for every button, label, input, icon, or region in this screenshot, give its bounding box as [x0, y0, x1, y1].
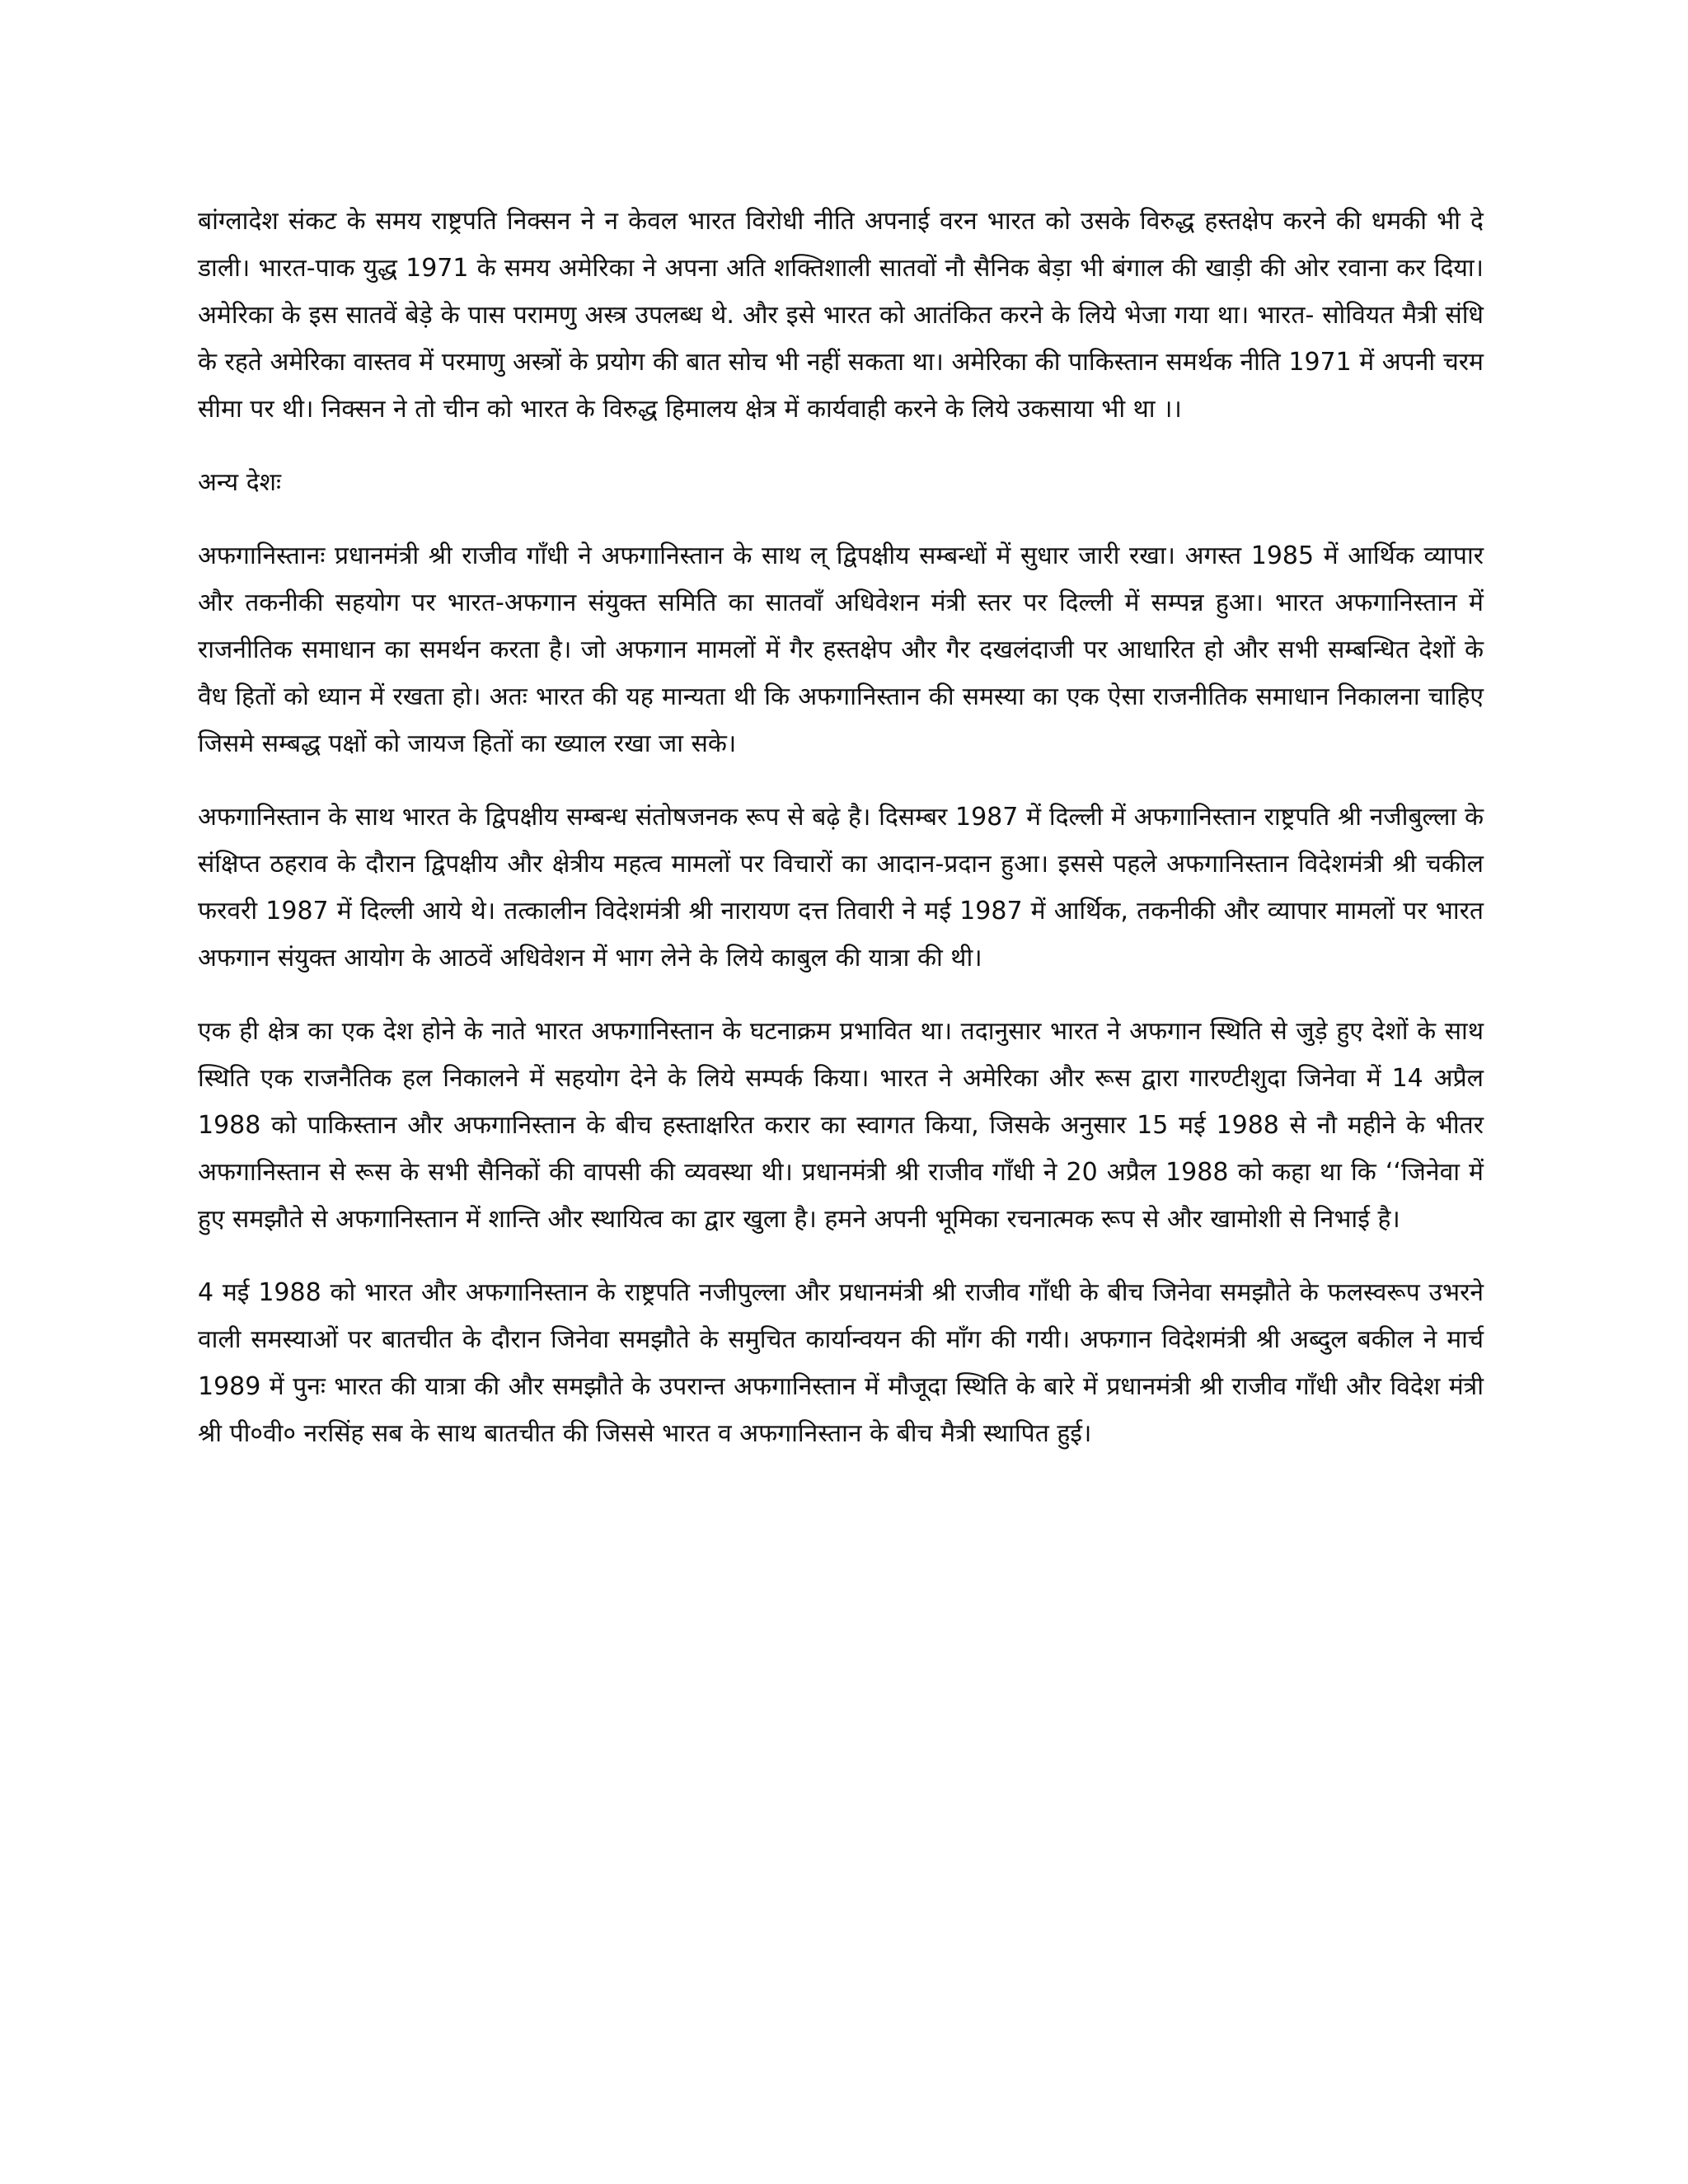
paragraph-afghanistan-relations: अफगानिस्तानः प्रधानमंत्री श्री राजीव गाँधी ने अफगानिस्तान के साथ ल् द्विपक्षीय सम्बन्धों में सुधार जारी रखा। अगस्त 1985 में आर्थिक व्यापार और तकनीकी सहयोग पर भारत-अफगान संयुक्त समिति का सातवाँ अधिवेशन मंत्री स्तर पर दिल्ली में सम्पन्न हुआ। भारत अफगानिस्तान में राजनीतिक समाधान का समर्थन करता है। जो अफगान मामलों में गैर हस्तक्षेप और गैर दखलंदाजी पर आधारित हो और सभी सम्बन्धित देशों के वैध हितों को ध्यान में रखता हो। अतः भारत की यह मान्यता थी कि अफगानिस्तान की समस्या का एक ऐसा राजनीतिक समाधान निकालना चाहिए जिसमे सम्बद्ध पक्षों को जायज हितों का ख्याल रखा जा सके। — [198, 541, 1484, 758]
paragraph-geneva-accord: एक ही क्षेत्र का एक देश होने के नाते भारत अफगानिस्तान के घटनाक्रम प्रभावित था। तदानुसार भारत ने अफगान स्थिति से जुड़े हुए देशों के साथ स्थिति एक राजनैतिक हल निकालने में सहयोग देने के लिये सम्पर्क किया। भारत ने अमेरिका और रूस द्वारा गारण्टीशुदा जिनेवा में 14 अप्रैल 1988 को पाकिस्तान और अफगानिस्तान के बीच हस्ताक्षरित करार का स्वागत किया, जिसके अनुसार 15 मई 1988 से नौ महीने के भीतर अफगानिस्तान से रूस के सभी सैनिकों की वापसी की व्यवस्था थी। प्रधानमंत्री श्री राजीव गाँधी ने 20 अप्रैल 1988 को कहा था कि ‘‘जिनेवा में हुए समझौते से अफगानिस्तान में शान्ति और स्थायित्व का द्वार खुला है। हमने अपनी भूमिका रचनात्मक रूप से और खामोशी से निभाई है। — [198, 1017, 1484, 1234]
section-heading-other-countries: अन्य देशः — [198, 468, 282, 497]
document-body — [198, 198, 1484, 1483]
paragraph-bilateral-relations: अफगानिस्तान के साथ भारत के द्विपक्षीय सम्बन्ध संतोषजनक रूप से बढ़े है। दिसम्बर 1987 में दिल्ली में अफगानिस्तान राष्ट्रपति श्री नजीबुल्ला के संक्षिप्त ठहराव के दौरान द्विपक्षीय और क्षेत्रीय महत्व मामलों पर विचारों का आदान-प्रदान हुआ। इससे पहले अफगानिस्तान विदेशमंत्री श्री चकील फरवरी 1987 में दिल्ली आये थे। तत्कालीन विदेशमंत्री श्री नारायण दत्त तिवारी ने मई 1987 में आर्थिक, तकनीकी और व्यापार मामलों पर भारत अफगान संयुक्त आयोग के आठवें अधिवेशन में भाग लेने के लिये काबुल की यात्रा की थी। — [198, 803, 1484, 972]
paragraph-nixon-bangladesh: बांग्लादेश संकट के समय राष्ट्रपति निक्सन ने न केवल भारत विरोधी नीति अपनाई वरन भारत को उसके विरुद्ध हस्तक्षेप करने की धमकी भी दे डाली। भारत-पाक युद्ध 1971 के समय अमेरिका ने अपना अति शक्तिशाली सातवों नौ सैनिक बेड़ा भी बंगाल की खाड़ी की ओर रवाना कर दिया। अमेरिका के इस सातवें बेड़े के पास परामणु अस्त्र उपलब्ध थे. और इसे भारत को आतंकित करने के लिये भेजा गया था। भारत- सोवियत मैत्री संधि के रहते अमेरिका वास्तव में परमाणु अस्त्रों के प्रयोग की बात सोच भी नहीं सकता था। अमेरिका की पाकिस्तान समर्थक नीति 1971 में अपनी चरम सीमा पर थी। निक्सन ने तो चीन को भारत के विरुद्ध हिमालय क्षेत्र में कार्यवाही करने के लिये उकसाया भी था ।। — [198, 207, 1484, 424]
paragraph-may-1988-talks: 4 मई 1988 को भारत और अफगानिस्तान के राष्ट्रपति नजीपुल्ला और प्रधानमंत्री श्री राजीव गाँधी के बीच जिनेवा समझौते के फलस्वरूप उभरने वाली समस्याओं पर बातचीत के दौरान जिनेवा समझौते के समुचित कार्यान्वयन की माँग की गयी। अफगान विदेशमंत्री श्री अब्दुल बकील ने मार्च 1989 में पुनः भारत की यात्रा की और समझौते के उपरान्त अफगानिस्तान में मौजूदा स्थिति के बारे में प्रधानमंत्री श्री राजीव गाँधी और विदेश मंत्री श्री पी०वी० नरसिंह सब के साथ बातचीत की जिससे भारत व अफगानिस्तान के बीच मैत्री स्थापित हुई। — [198, 1278, 1484, 1448]
